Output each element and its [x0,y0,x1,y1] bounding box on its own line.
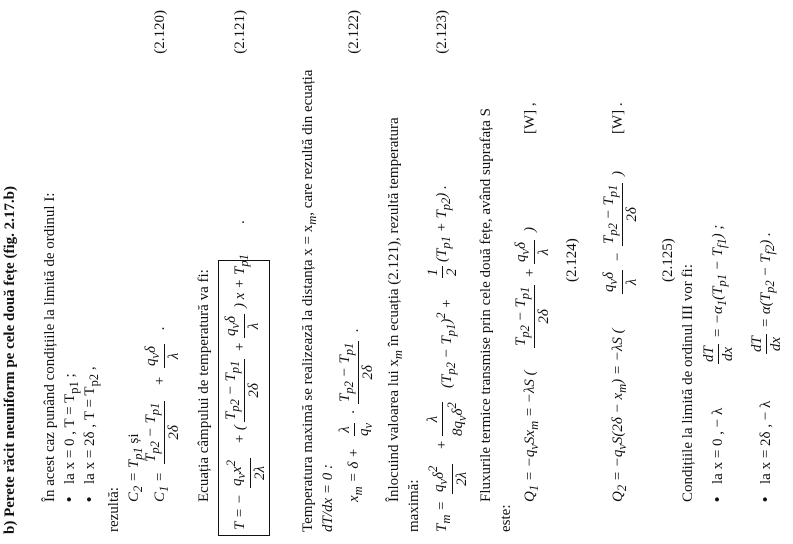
q1-fraction-2: $q_v\delta$ λ [513,241,552,262]
q1-plus: + [522,267,538,278]
eq-plus: + ( [232,425,248,444]
field-intro-text: Ecuația câmpului de temperatură va fi: [196,269,212,502]
rezulta-text: rezultă: [106,487,122,532]
bullet-item: • la x = 2δ , $T = T_{p2}$ , [80,366,104,484]
cond-III-intro-line [678,0,700,544]
c1-plus: + [152,375,168,386]
replace-text-1: Înlocuind valoarea lui $x_m$ în ecuația (2.121), rezultă temperatura [386,117,405,502]
cond-III-2 [748,0,792,544]
field-intro-line [194,0,216,544]
eq-plus-2: + [232,341,248,352]
q2-label: $Q_2 = -q_vS(2\delta - x_m) = -\lambda S$ ( [610,328,629,502]
c1-period: . [152,326,168,330]
q2-fraction-2: $T_{p2} - T_{p1}$ 2δ [601,184,640,244]
tm-fraction-1: $q_v\delta^2$ 2λ [426,465,470,492]
c1-equation [142,0,186,544]
replace-text-line-2 [404,0,426,544]
flux-text-line-1 [476,0,498,544]
cond-III-1 [700,0,744,544]
xm-dot: · [346,410,362,414]
cond-III-1-rhs: = $-\alpha_1(T_{p1} - T_{f1})$ ; [710,224,729,338]
tm-label: $T_m$ = [434,500,453,532]
equation-number: (2.121) [232,10,248,54]
q1-label: $Q_1 = -q_vSx_m = -\lambda S$ ( [522,370,541,502]
unit-watt: [W] , [522,102,538,134]
cond-III-1-fraction: dT dx [701,346,736,362]
flux-text-2: este: [498,504,514,532]
equation-number: (2.120) [152,10,168,54]
equation-number: (2.123) [434,10,450,54]
eq-term-3: $q_v\delta$ λ [223,315,262,336]
bullet-condition-1 [60,0,82,544]
intro-line [40,0,62,544]
q1-fraction-1: $T_{p2} - T_{p1}$ 2δ [513,286,552,346]
cond-III-2-rhs: = $\alpha(T_{p2} - T_{f2})$ . [758,232,777,328]
unit-watt: [W] . [610,102,626,134]
eq-term-2: $T_{p2} - T_{p1}$ 2δ [223,360,262,420]
cond-III-2-fraction: dT dx [749,336,784,352]
eq-tail: ) $x + T_{p1}$ [232,254,251,308]
tm-term: $(T_{p2} - T_{p1})^2$ + [434,298,458,388]
section-heading [0,0,22,544]
tm-fraction-3: 1 2 [425,268,460,276]
eq-T: T = − [232,494,248,530]
replace-text-line-1 [384,0,406,544]
eq-number-2125-line [658,0,680,544]
xm-fraction-2: $T_{p2} - T_{p1}$ 2δ [337,342,376,402]
q2-fraction-1: $q_v\delta$ λ [601,271,640,292]
bullet-condition-2 [80,0,102,544]
equation-number: (2.124) [564,238,580,282]
q1-close: ) [522,227,538,232]
tm-equation [424,0,468,544]
max-text-2: dT/dx = 0 : [320,463,336,532]
cond-III-intro-text: Condițiile la limită de ordinul III vor fi: [680,264,696,502]
xm-fraction-1: λ $q_v$ [337,422,375,436]
tm-tail: $(T_{p1} + T_{p2})$ . [434,185,453,262]
c2-expression: $C_2 = T_{p1}$ și [126,433,145,502]
q1-equation [512,0,556,544]
heading-text: b) Perete răcit neuniform pe cele două fețe (fig. 2.17.b) [2,186,18,534]
xm-label: $x_m = \delta$ + [346,447,365,502]
equation-number: (2.122) [346,10,362,54]
c1-label: $C_1$ = [152,471,171,502]
replace-text-2: maximă: [406,479,422,532]
temperature-field-equation [222,0,266,544]
tm-plus: + [434,439,450,450]
eq-term-1: $q_vx^2$ 2λ [224,460,268,486]
rezulta-line [104,0,126,544]
c1-fraction-1: $T_{p2} - T_{p1}$ 2δ [143,402,182,462]
c1-fraction-2: $q_v\delta$ λ [143,345,182,366]
max-text-line-1 [298,0,320,544]
equation-number: (2.125) [660,238,676,282]
intro-text: În acest caz punând condițiile la limită de ordinul I: [42,192,58,502]
max-text-1: Temperatura maximă se realizează la distanța $x = x_m$, care rezultă din ecuația [300,69,319,532]
bullet-item: • la x = 0 , − λ [710,408,727,484]
tm-fraction-2: λ $8q_v\delta^2$ [425,402,469,436]
xm-period: . [346,328,362,332]
q2-minus: − [610,251,626,262]
eq-number-2124-line [562,0,584,544]
q2-equation [600,0,644,544]
eq-period: . [232,220,248,224]
q2-close: ) [610,171,626,176]
bullet-item: • la x = 2δ , − λ [758,401,775,484]
flux-text-1: Fluxurile termice transmise prin cele două fețe, având suprafața S [478,107,494,502]
bullet-item: • la x = 0 , $T = T_{p1}$ ; [60,373,84,484]
xm-equation [336,0,380,544]
